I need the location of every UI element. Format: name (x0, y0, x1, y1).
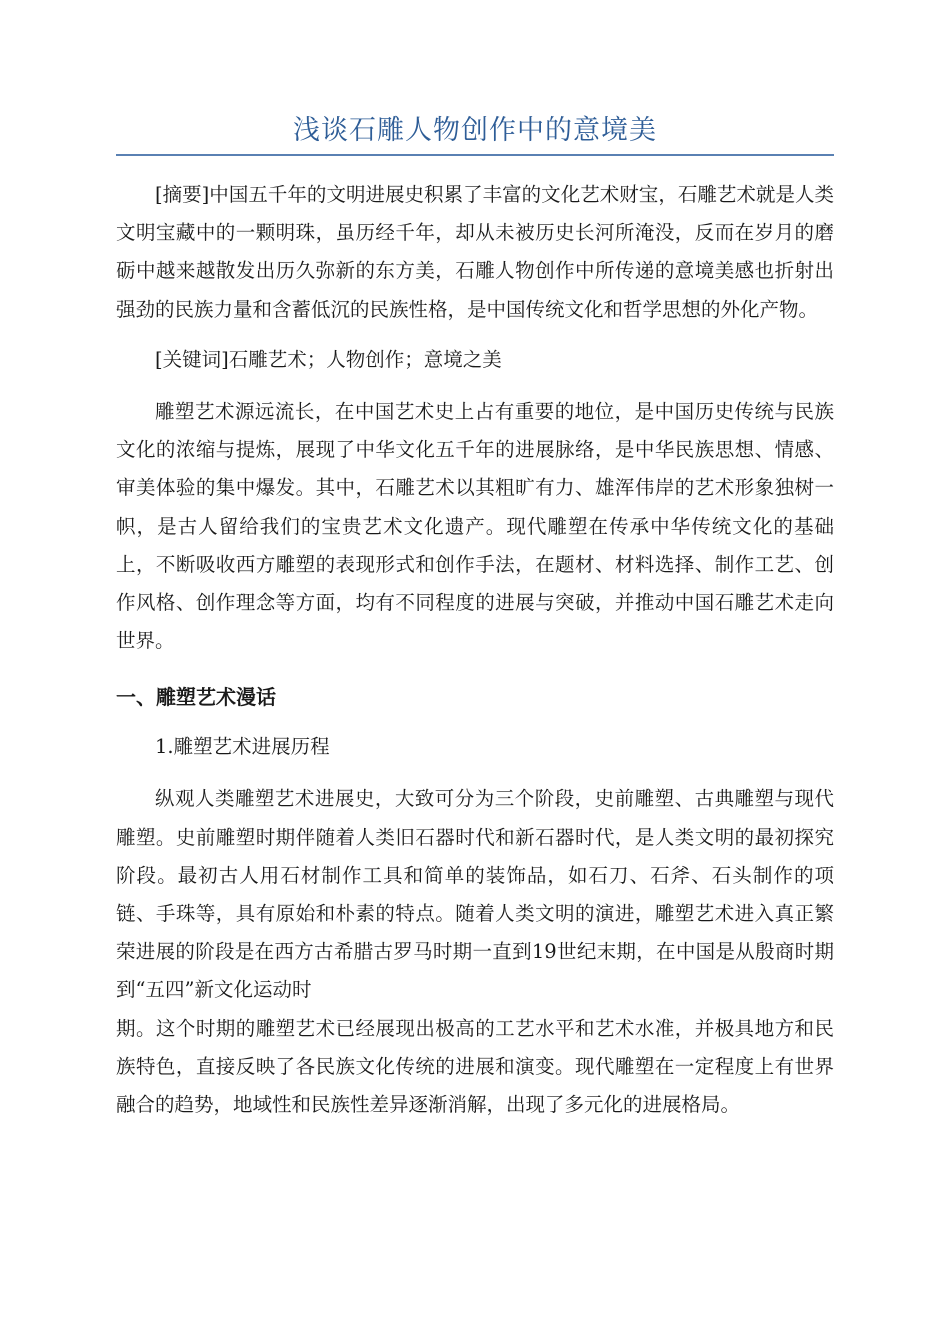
section-heading-1: 一、雕塑艺术漫话 (116, 685, 276, 710)
abstract-paragraph: [摘要]中国五千年的文明进展史积累了丰富的文化艺术财宝，石雕艺术就是人类文明宝藏中的一颗明珠，虽历经千年，却从未被历史长河所淹没，反而在岁月的磨砺中越来越散发出历久弥新的东方美，石雕人物创作中所传递的意境美感也折射出强劲的民族力量和含蓄低沉的民族性格，是中国传统文化和哲学思想的外化产物。 (116, 183, 834, 321)
document-title: 浅谈石雕人物创作中的意境美 (116, 112, 834, 156)
subsection-heading-1: 1.雕塑艺术进展历程 (155, 735, 330, 759)
intro-paragraph: 雕塑艺术源远流长，在中国艺术史上占有重要的地位，是中国历史传统与民族文化的浓缩与提炼，展现了中华文化五千年的进展脉络，是中华民族思想、情感、审美体验的集中爆发。其中，石雕艺术以其粗旷有力、雄浑伟岸的艺术形象独树一帜，是古人留给我们的宝贵艺术文化遗产。现代雕塑在传承中华传统文化的基础上，不断吸收西方雕塑的表现形式和创作手法，在题材、材料选择、制作工艺、创作风格、创作理念等方面，均有不同程度的进展与突破，并推动中国石雕艺术走向世界。 (116, 400, 834, 653)
history-paragraph-part-1: 纵观人类雕塑艺术进展史，大致可分为三个阶段，史前雕塑、古典雕塑与现代雕塑。史前雕塑时期伴随着人类旧石器时代和新石器时代，是人类文明的最初探究阶段。最初古人用石材制作工具和简单的装饰品，如石刀、石斧、石头制作的项链、手珠等，具有原始和朴素的特点。随着人类文明的演进，雕塑艺术进入真正繁荣进展的阶段是在西方古希腊古罗马时期一直到19世纪末期，在中国是从殷商时期到“五四”新文化运动时 (116, 787, 834, 1002)
history-paragraph (116, 780, 834, 1124)
history-paragraph-part-2: 期。这个时期的雕塑艺术已经展现出极高的工艺水平和艺术水准，并极具地方和民族特色，直接反映了各民族文化传统的进展和演变。现代雕塑在一定程度上有世界融合的趋势，地域性和民族性差异逐渐消解，出现了多元化的进展格局。 (116, 1016, 834, 1117)
document-page (116, 112, 834, 1124)
keywords-paragraph: [关键词]石雕艺术；人物创作；意境之美 (155, 347, 502, 371)
